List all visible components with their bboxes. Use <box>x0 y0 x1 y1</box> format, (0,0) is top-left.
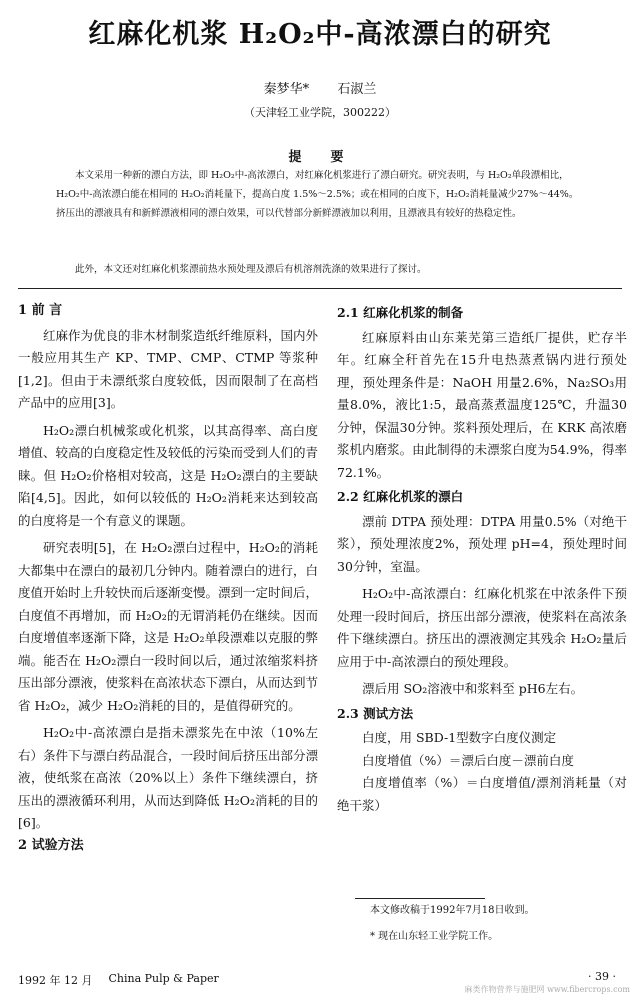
footnote-received: 本文修改稿于1992年7月18日收到。 <box>370 905 535 916</box>
abstract-divider <box>18 288 622 289</box>
right-column <box>337 300 627 817</box>
section-1-paragraph-4: H₂O₂中-高浓漂白是指未漂浆先在中浓（10%左右）条件下与漂白药品混合，一段时间后挤压出部分漂液，使纸浆在高浓（20%以上）条件下继续漂白，挤压出的漂液循环利用，从而达到降低 H₂O₂消耗的目的[6]。 <box>18 725 319 830</box>
section-1-paragraph-1: 红麻作为优良的非木材制浆造纸纤维原料，国内外一般应用其生产 KP、TMP、CMP、CTMP 等浆种[1,2]。但由于未漂纸浆白度较低，因而限制了在高档产品中的应用[3]。 <box>18 327 319 410</box>
section-2-3-heading: 2.3 测试方法 <box>337 705 414 721</box>
test-method-line-2: 白度增值（%）＝漂后白度－漂前白度 <box>362 752 574 768</box>
footer-journal: China Pulp & Paper <box>108 972 219 985</box>
test-method-line-3: 白度增值率（%）＝白度增值/漂剂消耗量（对绝干浆） <box>337 775 627 813</box>
footnote-author: * 现在山东轻工业学院工作。 <box>370 931 499 942</box>
section-1-paragraph-2: H₂O₂漂白机械浆或化机浆，以其高得率、高白度增值、较高的白度稳定性及较低的污染而受到人们的青睐。但 H₂O₂价格相对较高，这是 H₂O₂漂白的主要缺陷[4,5]。因此，如何以较低的 H₂O₂消耗来达到较高的白度将是一个有意义的课题。 <box>18 422 319 528</box>
author-2: 石淑兰 <box>337 82 377 97</box>
authors <box>0 78 640 97</box>
section-2-2-paragraph-1: 漂前 DTPA 预处理：DTPA 用量0.5%（对绝干浆），预处理浓度2%，预处理 pH=4，预处理时间30分钟，室温。 <box>337 513 627 574</box>
section-1-heading: 1 前 言 <box>18 303 63 318</box>
test-method-line-1: 白度，用 SBD-1型数字白度仪测定 <box>362 730 557 745</box>
abstract-paragraph-1: 本文采用一种新的漂白方法，即 H₂O₂中-高浓漂白，对红麻化机浆进行了漂白研究。研究表明，与 H₂O₂单段漂相比，H₂O₂中-高浓漂白能在相同的 H₂O₂消耗量下，提高白度 1.5%～2.5%；或在相同的白度下，H₂O₂消耗量减少27%～44%。挤压出的漂液具有和新鲜漂液相同的漂白效果，可以代替部分新鲜漂液加以利用，且漂液具有较好的热稳定性。 <box>56 170 579 219</box>
section-2-1-paragraph: 红麻原料由山东莱芜第三造纸厂提供，贮存半年。红麻全秆首先在15升电热蒸煮锅内进行预处理，预处理条件是：NaOH 用量2.6%，Na₂SO₃用量8.0%，液比1:5，最高蒸煮温度125℃，升温30分钟，保温30分钟。浆料预处理后，在 KRK 高浓磨浆机内磨浆。由此制得的未漂浆白度为54.9%，得率72.1%。 <box>337 329 627 480</box>
watermark: 麻类作物营养与施肥网 www.fibercrops.com <box>464 985 630 994</box>
left-column <box>18 300 318 859</box>
affiliation: （天津轻工业学院，300222） <box>244 106 396 119</box>
section-2-2-heading: 2.2 红麻化机浆的漂白 <box>337 489 464 504</box>
page-number: · 39 · <box>588 970 616 983</box>
section-2-2-paragraph-3: 漂后用 SO₂溶液中和浆料至 pH6左右。 <box>362 681 584 696</box>
paper-title: 红麻化机浆 H₂O₂中-高浓漂白的研究 <box>88 19 552 50</box>
section-2-heading: 2 试验方法 <box>18 837 84 853</box>
author-1: 秦梦华* <box>263 82 310 97</box>
footnote-divider <box>355 898 485 899</box>
abstract-paragraph-2: 此外，本文还对红麻化机浆漂前热水预处理及漂后有机溶剂洗涤的效果进行了探讨。 <box>75 264 427 275</box>
section-2-1-heading: 2.1 红麻化机浆的制备 <box>337 305 464 320</box>
section-1-paragraph-3: 研究表明[5]，在 H₂O₂漂白过程中，H₂O₂的消耗大都集中在漂白的最初几分钟内。随着漂白的进行，白度值开始时上升较快而后逐渐变慢。漂到一定时间后，白度值不再增加，而 H₂O₂的无谓消耗仍在继续。因而白度增值率逐渐下降，这是 H₂O₂单段漂难以克服的弊端。能否在 H₂O₂漂白一段时间以后，通过浓缩浆料挤压出部分漂液，使浆料在高浓状态下漂白，从而达到节省 H₂O₂，减少 H₂O₂消耗的目的，是值得研究的。 <box>18 540 319 713</box>
section-2-2-paragraph-2: H₂O₂中-高浓漂白：红麻化机浆在中浓条件下预处理一段时间后，挤压出部分漂液，使浆料在高浓条件下继续漂白。挤压出的漂液测定其残余 H₂O₂量后应用于中-高浓漂白的预处理段。 <box>337 586 627 669</box>
footer-date: 1992 年 12 月 <box>18 974 93 987</box>
abstract-heading: 提 要 <box>288 150 352 165</box>
